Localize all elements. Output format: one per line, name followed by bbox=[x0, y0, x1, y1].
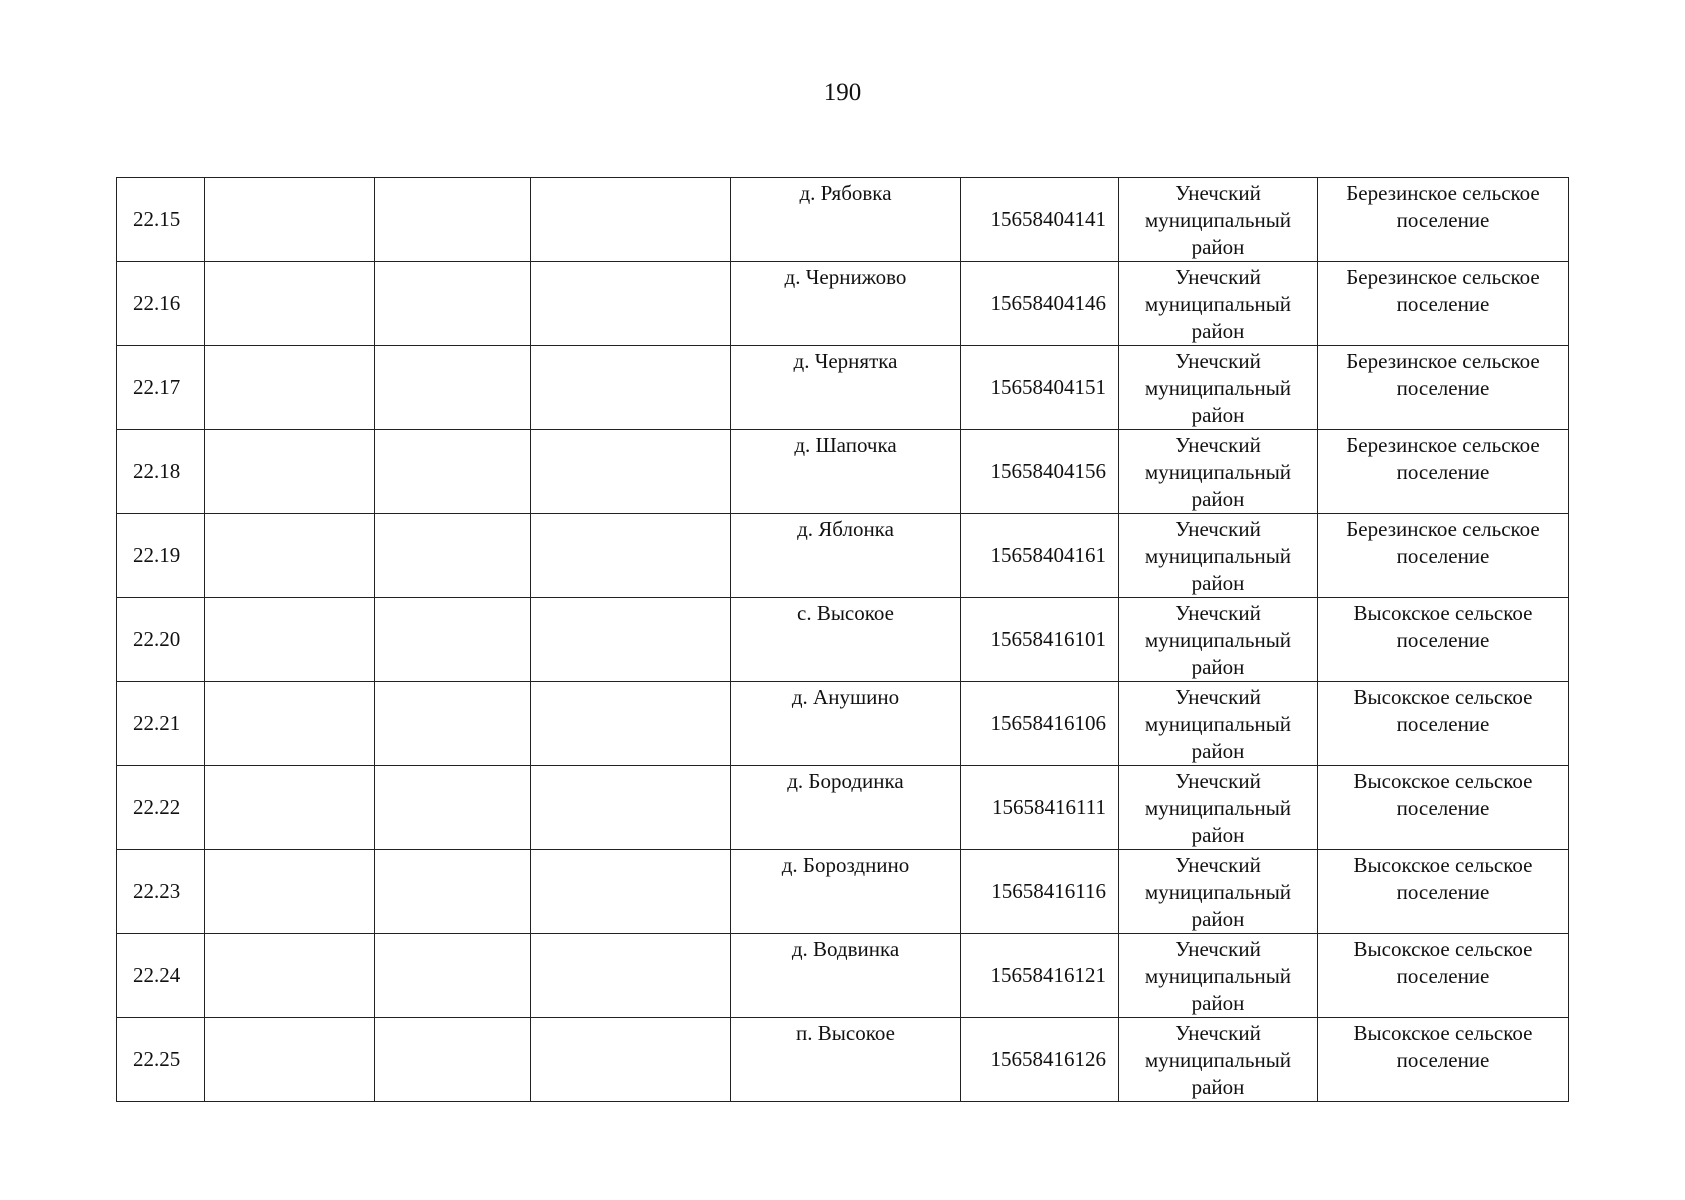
oktmo-code-cell: 15658416101 bbox=[961, 598, 1119, 682]
empty-cell bbox=[375, 178, 531, 262]
empty-cell bbox=[205, 766, 375, 850]
district-cell bbox=[1119, 262, 1318, 346]
district-line: Унечский bbox=[1175, 517, 1261, 541]
empty-cell bbox=[205, 850, 375, 934]
oktmo-code-cell: 15658416121 bbox=[961, 934, 1119, 1018]
district-cell bbox=[1119, 766, 1318, 850]
district-line: Унечский bbox=[1175, 181, 1261, 205]
empty-cell bbox=[531, 346, 731, 430]
district-line: Унечский bbox=[1175, 1021, 1261, 1045]
settlements-table bbox=[116, 177, 1569, 1102]
empty-cell bbox=[205, 262, 375, 346]
municipality-line: поселение bbox=[1396, 376, 1490, 400]
empty-cell bbox=[205, 178, 375, 262]
district-cell bbox=[1119, 430, 1318, 514]
empty-cell bbox=[205, 430, 375, 514]
district-line: Унечский bbox=[1175, 349, 1261, 373]
municipality-line: Высокское сельское bbox=[1353, 853, 1533, 877]
row-number-cell: 22.15 bbox=[117, 178, 205, 262]
empty-cell bbox=[531, 934, 731, 1018]
district-cell bbox=[1119, 934, 1318, 1018]
municipality-line: поселение bbox=[1396, 1048, 1490, 1072]
empty-cell bbox=[375, 598, 531, 682]
empty-cell bbox=[205, 598, 375, 682]
settlement-name-cell: п. Высокое bbox=[731, 1018, 961, 1102]
empty-cell bbox=[375, 766, 531, 850]
municipality-line: Высокское сельское bbox=[1353, 685, 1533, 709]
district-line: Унечский bbox=[1175, 937, 1261, 961]
district-cell bbox=[1119, 598, 1318, 682]
district-line: Унечский bbox=[1175, 769, 1261, 793]
empty-cell bbox=[205, 682, 375, 766]
row-number-cell: 22.17 bbox=[117, 346, 205, 430]
oktmo-code-cell: 15658404146 bbox=[961, 262, 1119, 346]
district-line: муниципальный bbox=[1144, 208, 1292, 232]
district-line: район bbox=[1191, 1075, 1245, 1099]
settlement-name-cell: д. Анушино bbox=[731, 682, 961, 766]
row-number-cell: 22.19 bbox=[117, 514, 205, 598]
empty-cell bbox=[531, 1018, 731, 1102]
empty-cell bbox=[531, 850, 731, 934]
district-cell bbox=[1119, 346, 1318, 430]
municipality-line: поселение bbox=[1396, 712, 1490, 736]
empty-cell bbox=[375, 1018, 531, 1102]
district-cell bbox=[1119, 1018, 1318, 1102]
district-line: Унечский bbox=[1175, 601, 1261, 625]
district-line: район bbox=[1191, 319, 1245, 343]
district-line: район bbox=[1191, 403, 1245, 427]
district-line: Унечский bbox=[1175, 853, 1261, 877]
district-line: муниципальный bbox=[1144, 376, 1292, 400]
district-cell bbox=[1119, 178, 1318, 262]
settlement-name-cell: д. Яблонка bbox=[731, 514, 961, 598]
district-line: район bbox=[1191, 571, 1245, 595]
table-body bbox=[117, 178, 1569, 1102]
oktmo-code-cell: 15658404141 bbox=[961, 178, 1119, 262]
settlement-name-cell: д. Чернижово bbox=[731, 262, 961, 346]
settlement-name-cell: д. Водвинка bbox=[731, 934, 961, 1018]
district-line: муниципальный bbox=[1144, 292, 1292, 316]
municipality-line: Березинское сельское bbox=[1346, 517, 1540, 541]
row-number-cell: 22.21 bbox=[117, 682, 205, 766]
district-line: муниципальный bbox=[1144, 628, 1292, 652]
district-line: район bbox=[1191, 823, 1245, 847]
page-number: 190 bbox=[823, 79, 862, 106]
municipality-cell bbox=[1318, 262, 1569, 346]
district-line: муниципальный bbox=[1144, 712, 1292, 736]
district-line: муниципальный bbox=[1144, 880, 1292, 904]
settlement-name-cell: с. Высокое bbox=[731, 598, 961, 682]
municipality-line: Высокское сельское bbox=[1353, 937, 1533, 961]
municipality-line: поселение bbox=[1396, 544, 1490, 568]
empty-cell bbox=[375, 430, 531, 514]
municipality-line: поселение bbox=[1396, 208, 1490, 232]
settlement-name-cell: д. Рябовка bbox=[731, 178, 961, 262]
empty-cell bbox=[375, 934, 531, 1018]
oktmo-code-cell: 15658416126 bbox=[961, 1018, 1119, 1102]
municipality-line: Березинское сельское bbox=[1346, 265, 1540, 289]
empty-cell bbox=[375, 514, 531, 598]
empty-cell bbox=[205, 514, 375, 598]
municipality-line: Высокское сельское bbox=[1353, 601, 1533, 625]
row-number-cell: 22.20 bbox=[117, 598, 205, 682]
table-row bbox=[117, 850, 1569, 934]
table-row bbox=[117, 262, 1569, 346]
district-line: муниципальный bbox=[1144, 460, 1292, 484]
oktmo-code-cell: 15658404156 bbox=[961, 430, 1119, 514]
empty-cell bbox=[531, 766, 731, 850]
municipality-line: Березинское сельское bbox=[1346, 181, 1540, 205]
table-row bbox=[117, 514, 1569, 598]
district-line: муниципальный bbox=[1144, 544, 1292, 568]
municipality-cell bbox=[1318, 598, 1569, 682]
table-row bbox=[117, 934, 1569, 1018]
row-number-cell: 22.16 bbox=[117, 262, 205, 346]
district-cell bbox=[1119, 850, 1318, 934]
municipality-line: поселение bbox=[1396, 880, 1490, 904]
row-number-cell: 22.25 bbox=[117, 1018, 205, 1102]
settlement-name-cell: д. Чернятка bbox=[731, 346, 961, 430]
empty-cell bbox=[531, 262, 731, 346]
municipality-line: Березинское сельское bbox=[1346, 433, 1540, 457]
municipality-line: поселение bbox=[1396, 796, 1490, 820]
district-line: муниципальный bbox=[1144, 1048, 1292, 1072]
municipality-cell bbox=[1318, 934, 1569, 1018]
district-line: район bbox=[1191, 655, 1245, 679]
oktmo-code-cell: 15658416106 bbox=[961, 682, 1119, 766]
settlement-name-cell: д. Борозднино bbox=[731, 850, 961, 934]
table-row bbox=[117, 346, 1569, 430]
district-line: район bbox=[1191, 739, 1245, 763]
municipality-line: поселение bbox=[1396, 628, 1490, 652]
district-line: район bbox=[1191, 907, 1245, 931]
municipality-cell bbox=[1318, 682, 1569, 766]
municipality-cell bbox=[1318, 430, 1569, 514]
district-cell bbox=[1119, 514, 1318, 598]
empty-cell bbox=[375, 262, 531, 346]
municipality-line: поселение bbox=[1396, 460, 1490, 484]
district-line: район bbox=[1191, 991, 1245, 1015]
table-row bbox=[117, 598, 1569, 682]
empty-cell bbox=[531, 430, 731, 514]
municipality-line: Березинское сельское bbox=[1346, 349, 1540, 373]
empty-cell bbox=[531, 514, 731, 598]
oktmo-code-cell: 15658416111 bbox=[961, 766, 1119, 850]
settlement-name-cell: д. Бородинка bbox=[731, 766, 961, 850]
district-cell bbox=[1119, 682, 1318, 766]
district-line: Унечский bbox=[1175, 265, 1261, 289]
row-number-cell: 22.18 bbox=[117, 430, 205, 514]
oktmo-code-cell: 15658404151 bbox=[961, 346, 1119, 430]
empty-cell bbox=[531, 598, 731, 682]
district-line: район bbox=[1191, 487, 1245, 511]
empty-cell bbox=[531, 178, 731, 262]
district-line: Унечский bbox=[1175, 685, 1261, 709]
empty-cell bbox=[205, 934, 375, 1018]
table-row bbox=[117, 682, 1569, 766]
municipality-cell bbox=[1318, 178, 1569, 262]
municipality-line: поселение bbox=[1396, 964, 1490, 988]
municipality-cell bbox=[1318, 346, 1569, 430]
municipality-line: Высокское сельское bbox=[1353, 1021, 1533, 1045]
municipality-cell bbox=[1318, 766, 1569, 850]
empty-cell bbox=[375, 682, 531, 766]
empty-cell bbox=[205, 1018, 375, 1102]
table-row bbox=[117, 178, 1569, 262]
settlement-name-cell: д. Шапочка bbox=[731, 430, 961, 514]
district-line: Унечский bbox=[1175, 433, 1261, 457]
table-row bbox=[117, 430, 1569, 514]
district-line: муниципальный bbox=[1144, 964, 1292, 988]
empty-cell bbox=[375, 346, 531, 430]
oktmo-code-cell: 15658404161 bbox=[961, 514, 1119, 598]
municipality-cell bbox=[1318, 850, 1569, 934]
municipality-line: Высокское сельское bbox=[1353, 769, 1533, 793]
row-number-cell: 22.22 bbox=[117, 766, 205, 850]
district-line: муниципальный bbox=[1144, 796, 1292, 820]
row-number-cell: 22.24 bbox=[117, 934, 205, 1018]
oktmo-code-cell: 15658416116 bbox=[961, 850, 1119, 934]
row-number-cell: 22.23 bbox=[117, 850, 205, 934]
table-row bbox=[117, 766, 1569, 850]
municipality-cell bbox=[1318, 514, 1569, 598]
empty-cell bbox=[531, 682, 731, 766]
district-line: район bbox=[1191, 235, 1245, 259]
municipality-cell bbox=[1318, 1018, 1569, 1102]
municipality-line: поселение bbox=[1396, 292, 1490, 316]
empty-cell bbox=[375, 850, 531, 934]
table-row bbox=[117, 1018, 1569, 1102]
empty-cell bbox=[205, 346, 375, 430]
